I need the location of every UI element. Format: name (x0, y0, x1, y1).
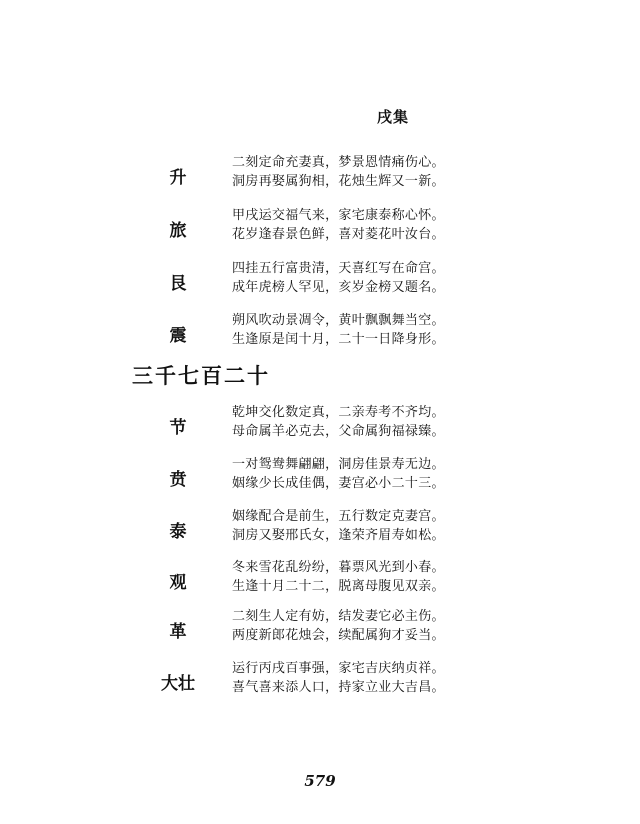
gua-name: 大壮 (161, 674, 195, 694)
gua-name: 革 (169, 622, 187, 642)
verse (232, 206, 445, 244)
gua-name: 泰 (169, 522, 187, 542)
gua-name: 震 (169, 326, 187, 346)
verse-line: 四挂五行富贵清，天喜红写在命宫。 (232, 261, 445, 276)
verse-line: 甲戌运交福气来，家宅康泰称心怀。 (232, 208, 445, 223)
gua-name: 升 (169, 168, 187, 188)
section-title: 三千七百二十 (132, 363, 270, 388)
running-header: 戌集 (377, 108, 410, 126)
verse-line: 运行丙戌百事强，家宅吉庆纳贞祥。 (232, 661, 445, 676)
gua-name: 艮 (169, 274, 187, 294)
verse-line: 姻缘配合是前生，五行数定克妻宫。 (232, 509, 445, 524)
verse-line: 生逢十月二十二，脱离母腹见双亲。 (232, 579, 445, 594)
verse-line: 朔风吹动景凋令，黄叶飘飘舞当空。 (232, 313, 445, 328)
verse-line: 二刻生人定有妨，结发妻它必主伤。 (232, 609, 445, 624)
verse (232, 259, 445, 297)
verse-line: 花岁逢春景色鲜，喜对菱花叶汝台。 (232, 227, 445, 242)
verse-line: 两度新郎花烛会，续配属狗才妥当。 (232, 628, 445, 643)
gua-name: 观 (169, 573, 187, 593)
verse-line: 二刻定命充妻真，梦景恩情痛伤心。 (232, 155, 445, 170)
verse (232, 311, 445, 349)
verse-line: 冬来雪花乱纷纷，暮票风光到小春。 (232, 560, 445, 575)
verse-line: 生逢原是闰十月，二十一日降身形。 (232, 332, 445, 347)
verse (232, 607, 445, 645)
verse-line: 喜气喜来添人口，持家立业大吉昌。 (232, 680, 445, 695)
verse-line: 乾坤交化数定真，二亲寿考不齐均。 (232, 405, 445, 420)
verse-line: 姻缘少长成佳偶，妻宫必小二十三。 (232, 476, 445, 491)
verse (232, 507, 445, 545)
verse (232, 455, 445, 493)
gua-name: 贲 (169, 470, 187, 490)
verse-line: 母命属羊必克去，父命属狗福禄臻。 (232, 424, 445, 439)
verse-line: 成年虎榜人罕见，亥岁金榜又题名。 (232, 280, 445, 295)
verse-line: 洞房又娶邢氏女，逢荣齐眉寿如松。 (232, 528, 445, 543)
gua-name: 节 (169, 418, 187, 438)
verse (232, 403, 445, 441)
verse (232, 558, 445, 596)
page-number: 579 (304, 772, 336, 790)
gua-name: 旅 (169, 221, 187, 241)
verse (232, 153, 445, 191)
verse (232, 659, 445, 697)
verse-line: 洞房再娶属狗相，花烛生辉又一新。 (232, 174, 445, 189)
verse-line: 一对鸳鸯舞翩翩，洞房佳景寿无边。 (232, 457, 445, 472)
